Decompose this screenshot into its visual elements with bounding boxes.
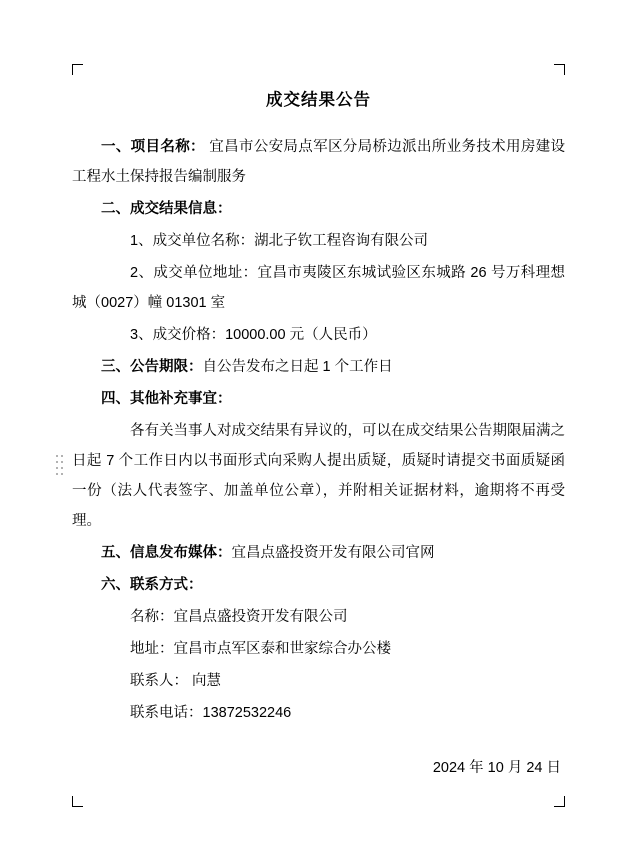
section-4-heading: 四、其他补充事宜：	[101, 391, 232, 407]
section-4-heading-line	[72, 384, 565, 414]
section-3-heading: 三、公告期限：	[101, 359, 203, 375]
section-3	[72, 352, 565, 382]
section-6-heading-line	[72, 570, 565, 600]
section-2-heading: 二、成交结果信息：	[101, 201, 232, 217]
drag-handle-icon[interactable]	[56, 455, 64, 477]
section-1-text: 宜昌市公安局点军区分局桥边派出所业务技术用房建设工程水土保持报告编制服务	[72, 139, 566, 185]
section-6-heading: 六、联系方式：	[101, 577, 203, 593]
section-4-paragraph: 各有关当事人对成交结果有异议的，可以在成交结果公告期限届满之日起 7 个工作日内以书面形式向采购人提出质疑，质疑时请提交书面质疑函一份（法人代表签字、加盖单位公章），并附相关证据材料，逾期将不再受理。	[72, 423, 565, 529]
document-body	[72, 72, 565, 803]
section-5-heading: 五、信息发布媒体：	[101, 545, 232, 561]
section-5-text: 宜昌点盛投资开发有限公司官网	[231, 545, 435, 561]
page-title: 成交结果公告	[266, 91, 371, 109]
section-2-item-3: 3、成交价格：10000.00 元（人民币）	[130, 327, 377, 343]
section-2-heading-line	[72, 194, 565, 224]
contact-address: 地址：宜昌市点军区泰和世家综合办公楼	[130, 641, 391, 657]
section-1-heading: 一、项目名称：	[101, 139, 205, 155]
contact-person: 联系人： 向慧	[130, 673, 222, 689]
section-1	[72, 132, 565, 192]
section-2-item-1: 1、成交单位名称：湖北子钦工程咨询有限公司	[130, 233, 429, 249]
document-date: 2024 年 10 月 24 日	[432, 760, 561, 776]
section-5	[72, 538, 565, 568]
section-3-text: 自公告发布之日起 1 个工作日	[202, 359, 393, 375]
contact-phone: 联系电话：13872532246	[130, 705, 292, 721]
section-2-item-2: 2、成交单位地址：宜昌市夷陵区东城试验区东城路 26 号万科理想城（0027）幢 01301 室	[72, 265, 565, 311]
contact-name: 名称：宜昌点盛投资开发有限公司	[130, 609, 348, 625]
